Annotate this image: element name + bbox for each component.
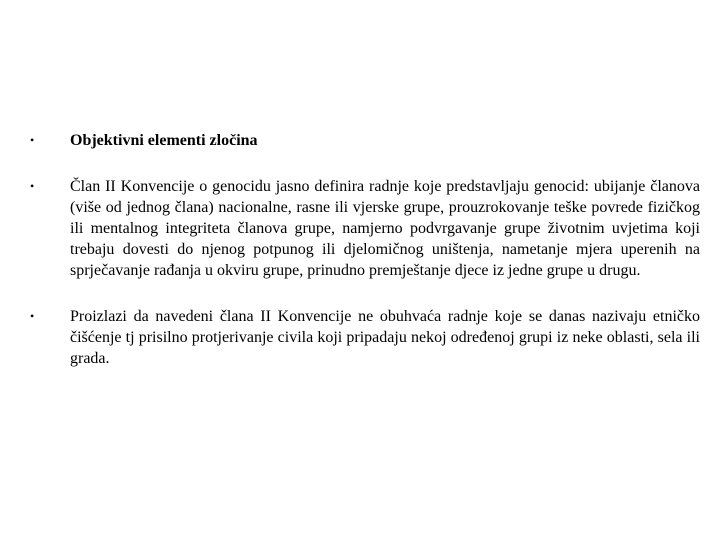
bullet-heading-text: Objektivni elementi zločina xyxy=(70,132,258,149)
bullet-icon: • xyxy=(30,179,35,193)
bullet-icon: • xyxy=(30,309,35,323)
bullet-item-article-ii xyxy=(30,176,702,281)
bullet-item-heading xyxy=(30,130,702,151)
bullet-item-ethnic-cleansing xyxy=(30,306,702,369)
bullet-list xyxy=(30,130,702,369)
bullet-ethnic-cleansing-text: Proizlazi da navedeni člana II Konvencije ne obuhvaća radnje koje se danas nazivaju etničko čišćenje tj prisilno protjerivanje civila koji pripadaju nekoj određenoj grupi iz neke oblasti, sela ili grada. xyxy=(70,308,700,367)
bullet-article-ii-text: Član II Konvencije o genocidu jasno definira radnje koje predstavljaju genocid: ubijanje članova (više od jednog člana) nacionalne, rasne ili vjerske grupe, prouzrokovanje teške povrede fizičkog ili mentalnog integriteta članova grupe, namjerno podvrgavanje grupe životnim uvjetima koji trebaju dovesti do njenog potpunog ili djelomičnog uništenja, nametanje mjera uperenih na sprječavanje rađanja u okviru grupe, prinudno premještanje djece iz jedne grupe u drugu. xyxy=(70,178,700,279)
bullet-icon: • xyxy=(30,133,35,147)
